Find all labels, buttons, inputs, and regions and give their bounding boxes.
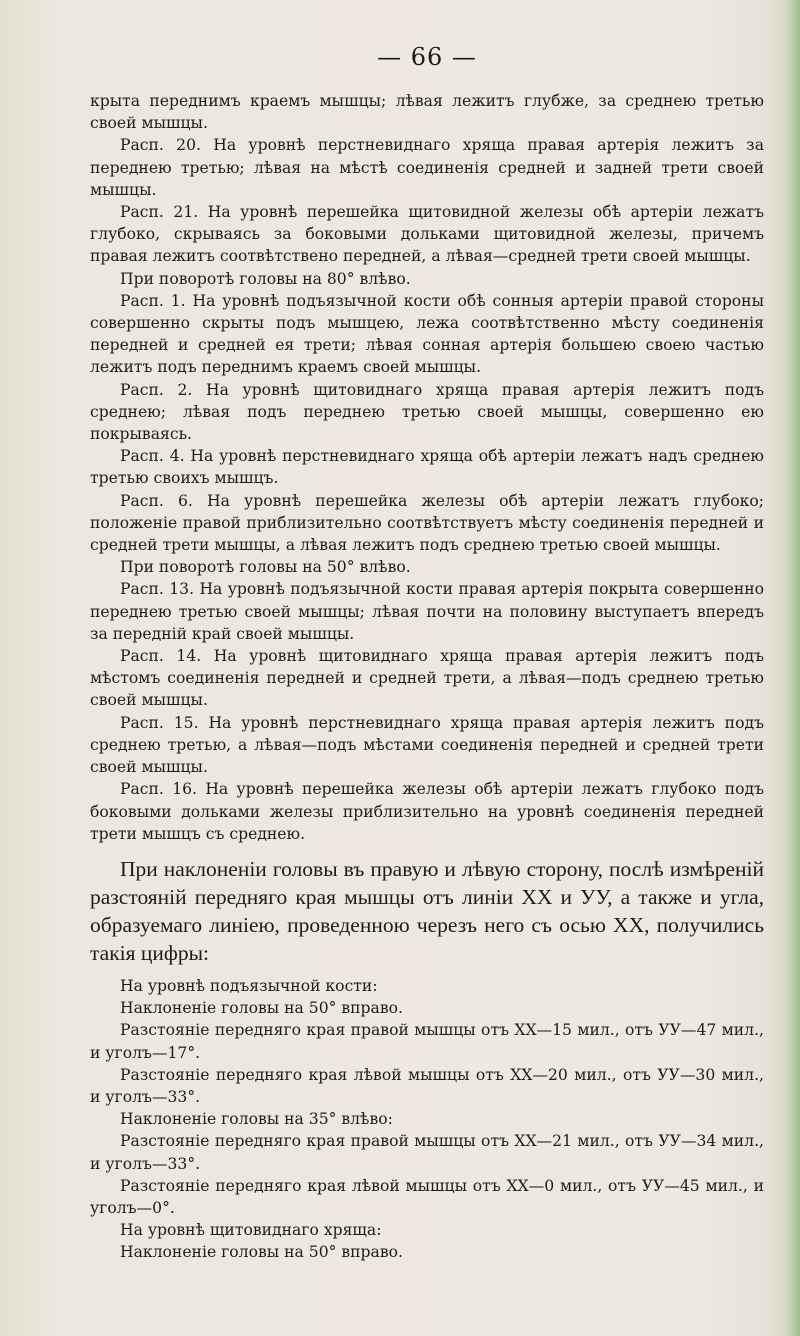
measurement-line: Наклоненіе головы на 50° вправо.: [120, 1243, 403, 1262]
measurements-list: [90, 975, 764, 1264]
measurement-line: Разстояніе передняго края лѣвой мышцы отъ ХХ—0 мил., отъ УУ—45 мил., и уголъ—0°.: [90, 1176, 764, 1217]
measurement-line: Наклоненіе головы на 35° влѣво:: [120, 1110, 393, 1129]
paragraph: Расп. 21. На уровнѣ перешейка щитовидной железы обѣ артеріи лежатъ глубоко, скрываясь за боковыми дольками щитовидной железы, причемъ правая лежитъ соотвѣтствено передней, а лѣвая—средней трети своей мышцы.: [90, 203, 764, 266]
paragraph: Расп. 4. На уровнѣ перстневиднаго хряща обѣ артеріи лежатъ надъ среднею третью своихъ мышцъ.: [90, 447, 764, 488]
section-heading: При наклоненіи головы въ правую и лѣвую сторону, послѣ измѣреній разстояній передняго края мышцы отъ линіи ХХ и УУ, а также и угла, образуемаго линіею, проведенною черезъ него съ осью ХХ, получились такія цифры:: [90, 856, 764, 965]
paragraph: Расп. 2. На уровнѣ щитовиднаго хряща правая артерія лежитъ подъ среднею; лѣвая подъ переднею третью своей мышцы, совершенно ею покрываясь.: [90, 380, 764, 444]
page-content: [90, 42, 764, 1264]
measurement-line: На уровнѣ подъязычной кости:: [120, 976, 378, 995]
paragraph: Расп. 6. На уровнѣ перешейка железы обѣ артеріи лежатъ глубоко; положеніе правой приблизительно соотвѣтствуетъ мѣсту соединенія передней и средней трети мышцы, а лѣвая лежитъ подъ среднею третью своей мышцы.: [90, 491, 764, 555]
paragraph: Расп. 20. На уровнѣ перстневиднаго хряща правая артерія лежитъ за переднею третью; лѣвая на мѣстѣ соединенія средней и задней трети своей мышцы.: [90, 136, 764, 199]
body-text: [90, 90, 764, 845]
paragraph: Расп. 16. На уровнѣ перешейка железы обѣ артеріи лежатъ глубоко подъ боковыми дольками железы приблизительно на уровнѣ соединенія передней трети мышцъ съ среднею.: [90, 780, 764, 843]
paragraph: При поворотѣ головы на 50° влѣво.: [120, 558, 411, 577]
paragraph: Расп. 13. На уровнѣ подъязычной кости правая артерія покрыта совершенно переднею третью своей мышцы; лѣвая почти на половину выступаетъ впередъ за передній край своей мышцы.: [90, 580, 764, 643]
measurement-line: Разстояніе передняго края лѣвой мышцы отъ ХХ—20 мил., отъ УУ—30 мил., и уголъ—33°.: [90, 1065, 764, 1106]
paragraph: Расп. 15. На уровнѣ перстневиднаго хряща правая артерія лежитъ подъ среднею третью, а лѣвая—подъ мѣстами соединенія передней и средней трети своей мышцы.: [90, 713, 764, 777]
measurement-line: Наклоненіе головы на 50° вправо.: [120, 999, 403, 1018]
paragraph: крыта переднимъ краемъ мышцы; лѣвая лежитъ глубже, за среднею третью своей мышцы.: [90, 92, 764, 133]
paragraph: Расп. 14. На уровнѣ щитовиднаго хряща правая артерія лежитъ подъ мѣстомъ соединенія передней и средней трети, а лѣвая—подъ среднею третью своей мышцы.: [90, 647, 764, 710]
page-number: — 66 —: [377, 43, 477, 71]
paragraph: При поворотѣ головы на 80° влѣво.: [120, 269, 411, 288]
measurement-line: На уровнѣ щитовиднаго хряща:: [120, 1221, 382, 1240]
measurement-line: Разстояніе передняго края правой мышцы отъ ХХ—21 мил., отъ УУ—34 мил., и уголъ—33°.: [90, 1132, 764, 1173]
paragraph: Расп. 1. На уровнѣ подъязычной кости обѣ сонныя артеріи правой стороны совершенно скрыты подъ мышцею, лежа соотвѣтственно мѣсту соединенія передней и средней ея трети; лѣвая сонная артерія большею своею частью лежитъ подъ переднимъ краемъ своей мышцы.: [90, 291, 764, 377]
measurement-line: Разстояніе передняго края правой мышцы отъ ХХ—15 мил., отъ УУ—47 мил., и уголъ—17°.: [90, 1021, 764, 1062]
scan-edge-shadow: [786, 0, 800, 1336]
